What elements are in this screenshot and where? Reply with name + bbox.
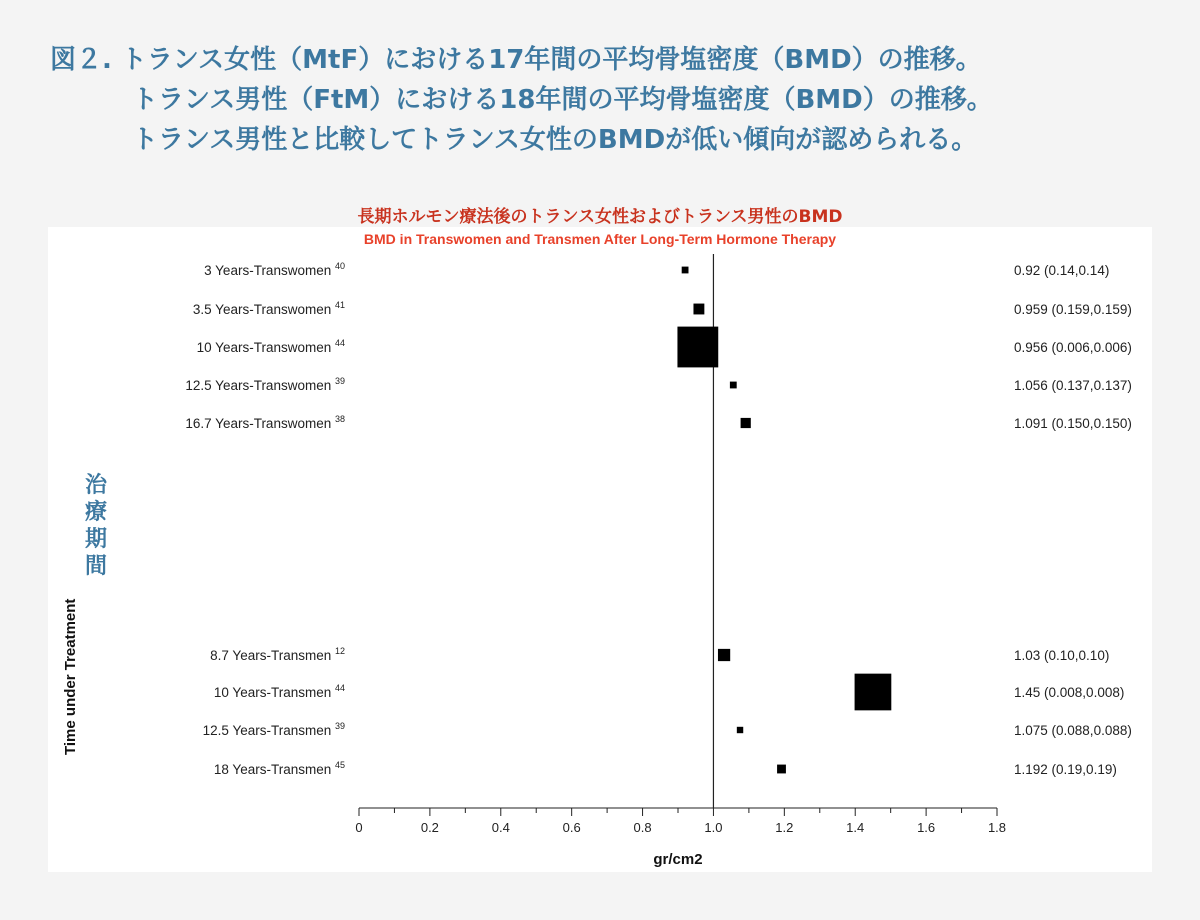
study-label: 16.7 Years-Transwomen $^{38}$ — [185, 414, 345, 431]
x-tick-label: 1.2 — [775, 820, 794, 835]
ci-label: 1.03 (0.10,0.10) — [1014, 648, 1110, 663]
y-axis-label-jp: 治療期間 — [84, 473, 107, 579]
point-estimate — [741, 418, 751, 428]
chart-panel — [48, 227, 1152, 872]
y-axis-label: Time under Treatment — [62, 598, 79, 755]
ci-label: 0.92 (0.14,0.14) — [1014, 263, 1110, 278]
ci-label: 0.959 (0.159,0.159) — [1014, 302, 1132, 317]
chart-title: BMD in Transwomen and Transmen After Long-Term Hormone Therapy — [363, 231, 837, 247]
ci-label: 1.075 (0.088,0.088) — [1014, 723, 1132, 738]
point-estimate — [737, 727, 743, 733]
caption-line-1: 図２. トランス女性（MtF）における17年間の平均骨塩密度（BMD）の推移。 — [50, 45, 982, 75]
point-estimate — [693, 304, 704, 315]
study-label: 10 Years-Transmen $^{44}$ — [213, 683, 345, 700]
point-estimate — [730, 382, 737, 389]
study-label: 3.5 Years-Transwomen $^{41}$ — [192, 300, 345, 317]
point-estimate — [855, 674, 892, 711]
study-label: 12.5 Years-Transwomen $^{39}$ — [185, 376, 345, 393]
forest-plot — [48, 227, 1152, 872]
point-estimate — [777, 765, 786, 774]
x-axis-title: gr/cm2 — [653, 851, 703, 868]
figure-caption — [50, 40, 1170, 160]
caption-line-2: トランス男性（FtM）における18年間の平均骨塩密度（BMD）の推移。 — [132, 85, 993, 115]
study-label: 18 Years-Transmen $^{45}$ — [213, 760, 345, 777]
ci-label: 1.056 (0.137,0.137) — [1014, 378, 1132, 393]
ci-label: 1.091 (0.150,0.150) — [1014, 416, 1132, 431]
x-tick-label: 0 — [355, 820, 363, 835]
ci-label: 1.45 (0.008,0.008) — [1014, 685, 1125, 700]
x-tick-label: 1.4 — [846, 820, 865, 835]
x-tick-label: 0.2 — [420, 820, 439, 835]
caption-line-3: トランス男性と比較してトランス女性のBMDが低い傾向が認められる。 — [132, 125, 978, 155]
x-tick-label: 0.8 — [633, 820, 652, 835]
ci-label: 0.956 (0.006,0.006) — [1014, 340, 1132, 355]
point-estimate — [682, 267, 689, 274]
study-label: 3 Years-Transwomen $^{40}$ — [204, 261, 345, 278]
study-label: 10 Years-Transwomen $^{44}$ — [196, 338, 345, 355]
x-tick-label: 1.6 — [917, 820, 936, 835]
x-tick-label: 1.0 — [704, 820, 723, 835]
chart-title-jp: 長期ホルモン療法後のトランス女性およびトランス男性のBMD — [357, 207, 843, 227]
point-estimate — [718, 649, 730, 661]
point-estimate — [677, 327, 718, 368]
x-tick-label: 0.6 — [562, 820, 581, 835]
study-label: 8.7 Years-Transmen $^{12}$ — [210, 646, 345, 663]
x-tick-label: 1.8 — [987, 820, 1007, 835]
ci-label: 1.192 (0.19,0.19) — [1014, 762, 1117, 777]
x-tick-label: 0.4 — [491, 820, 510, 835]
study-label: 12.5 Years-Transmen $^{39}$ — [202, 721, 345, 738]
